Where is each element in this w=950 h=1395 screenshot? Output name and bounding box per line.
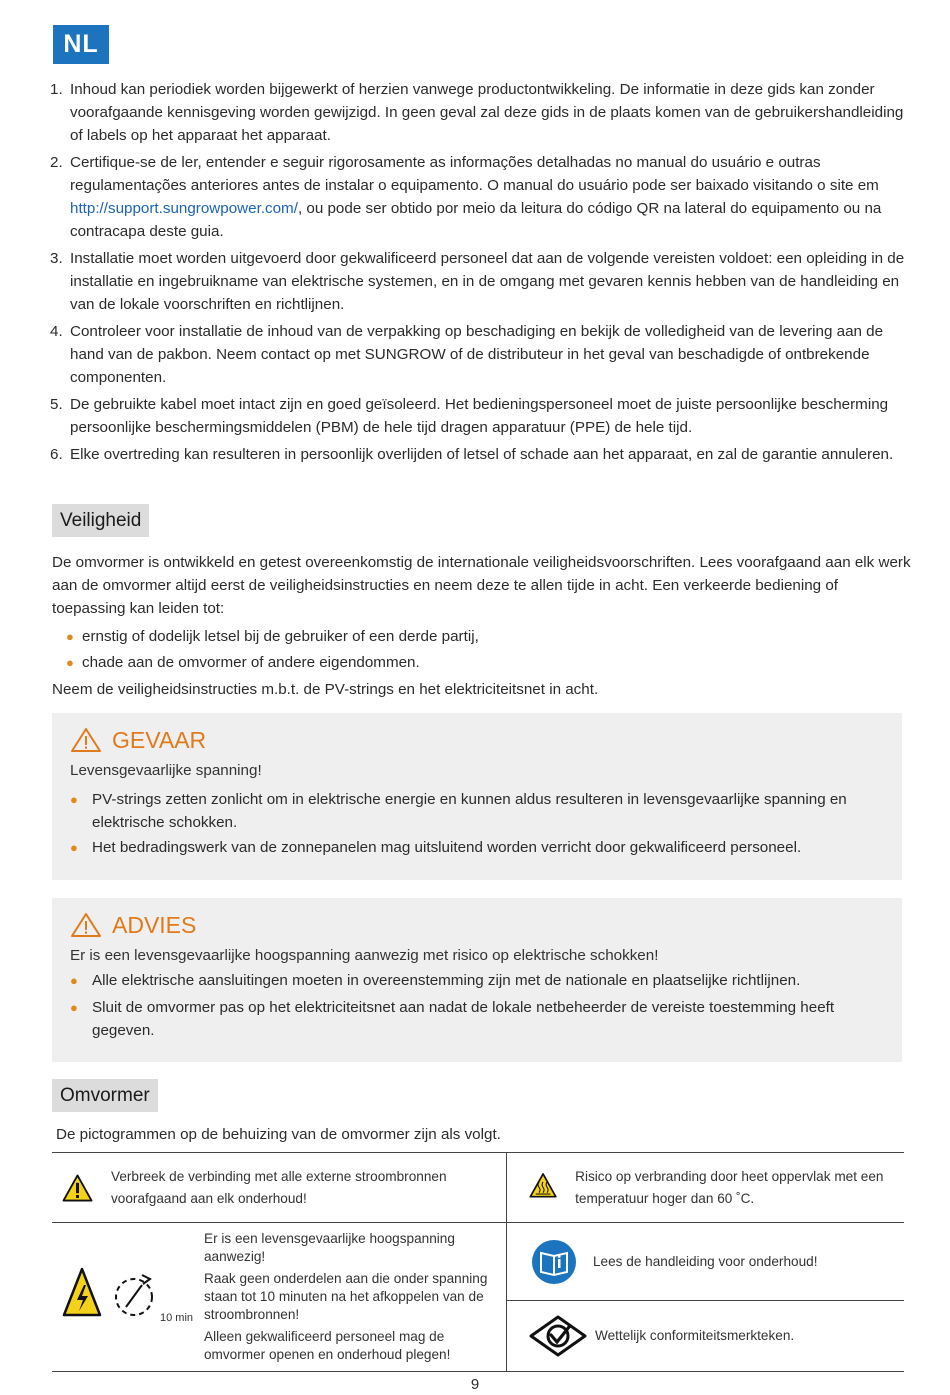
- list-item: 3. Installatie moet worden uitgevoerd door gekwalificeerd personeel dat aan de volgende vereisten voldoet: een opleiding in de installatie en ingebruikname van elektrische systemen, en in de omgang met gevaren kennis hebben van de handleiding en van de lokale voorschriften en richtlijnen.: [50, 250, 905, 313]
- safety-note: Neem de veiligheidsinstructies m.b.t. de PV-strings en het elektriciteitsnet in acht.: [52, 681, 599, 698]
- list-item: 2. Certifique-se de ler, entender e seguir rigorosamente as informações detalhadas no manual do usuário e outras regulamentações anteriores antes de instalar o equipamento. O manual do usuário pode ser baixado visitando o site em http://support.sungrowpower.com/, ou pode ser obtido por meio da leitura do código QR na lateral do equipamento ou na contracapa deste guia.: [50, 154, 882, 240]
- timer-label: 10 min: [160, 1312, 194, 1324]
- list-item: ● ernstig of dodelijk letsel bij de gebruiker of een derde partij,: [66, 624, 906, 650]
- list-item: 1. Inhoud kan periodiek worden bijgewerkt of herzien vanwege productontwikkeling. De informatie in deze gids kan zonder voorafgaande kennisgeving worden gewijzigd. In geen geval zal deze gids in de plaats komen van de gebruikershandleiding of labels op het apparaat het apparaat.: [50, 81, 904, 144]
- warning-triangle-icon: [70, 727, 102, 753]
- high-voltage-icon: [62, 1267, 102, 1319]
- intro-list: [50, 78, 910, 470]
- danger-subtitle: Levensgevaarlijke spanning!: [70, 762, 262, 779]
- safety-intro: De omvormer is ontwikkeld en getest overeenkomstig de internationale veiligheidsvoorschriften. Lees voorafgaand aan elk werk aan de omvormer altijd eerst de veiligheidsinstructies en neem deze te allen tijde in acht. Een verkeerde bediening of toepassing kan leiden tot:: [52, 554, 911, 617]
- bullet-icon: ●: [66, 629, 74, 644]
- table-row: 10 min Er is een levensgevaarlijke hoogspanning aanwezig! Raak geen onderdelen aan die onder spanning staan tot 10 minuten na het afkoppelen van de stroombronnen! Alleen gekwalificeerd personeel mag de omvormer openen en onderhoud plegen! Lees de handleiding voor onderhoud! Wettelijk conformiteitsmerkteken.: [52, 1223, 904, 1371]
- support-link[interactable]: http://support.sungrowpower.com/: [70, 200, 298, 217]
- hot-surface-icon: [529, 1165, 557, 1211]
- advice-subtitle: Er is een levensgevaarlijke hoogspanning aanwezig met risico op elektrische schokken!: [70, 947, 659, 964]
- list-item: ● PV-strings zetten zonlicht om in elektrische energie en kunnen aldus resulteren in levensgevaarlijke spanning en elektrische schokken.: [70, 788, 884, 834]
- read-manual-icon: [531, 1239, 577, 1285]
- inverter-intro: De pictogrammen op de behuizing van de omvormer zijn als volgt.: [56, 1126, 501, 1143]
- advice-title: ADVIES: [112, 911, 197, 938]
- list-item: ● Het bedradingswerk van de zonnepanelen mag uitsluitend worden verricht door gekwalificeerd personeel.: [70, 836, 884, 859]
- list-item: 6. Elke overtreding kan resulteren in persoonlijk overlijden of letsel of schade aan het apparaat, en zal de garantie annuleren.: [50, 446, 894, 463]
- bullet-icon: ●: [70, 792, 78, 807]
- warning-triangle-icon: [70, 912, 102, 938]
- safety-heading: Veiligheid: [52, 504, 149, 537]
- general-warning-icon: [62, 1169, 93, 1207]
- language-badge: NL: [53, 25, 109, 64]
- bullet-icon: ●: [70, 973, 78, 988]
- advice-callout: [52, 898, 902, 1062]
- list-item: ● chade aan de omvormer of andere eigendommen.: [66, 650, 906, 676]
- page-number: 9: [470, 1376, 480, 1393]
- timer-icon: [112, 1269, 160, 1321]
- list-item: ● Alle elektrische aansluitingen moeten in overeenstemming zijn met de nationale en plaatselijke richtlijnen.: [70, 969, 884, 992]
- bullet-icon: ●: [66, 655, 74, 670]
- list-item: 5. De gebruikte kabel moet intact zijn en goed geïsoleerd. Het bedieningspersoneel moet de juiste persoonlijke bescherming persoonlijke beschermingsmiddelen (PBM) de hele tijd dragen apparatuur (PPE) de hele tijd.: [50, 396, 889, 436]
- danger-callout: [52, 713, 902, 880]
- rcm-compliance-icon: [529, 1315, 587, 1357]
- list-item: 4. Controleer voor installatie de inhoud van de verpakking op beschadiging en bekijk de volledigheid van de levering aan de hand van de pakbon. Neem contact op met SUNGROW of de distributeur in het geval van beschadigde of ontbrekende componenten.: [50, 323, 884, 386]
- safety-bullets: [66, 624, 906, 676]
- inverter-heading: Omvormer: [52, 1079, 158, 1112]
- bullet-icon: ●: [70, 840, 78, 855]
- list-item: ● Sluit de omvormer pas op het elektriciteitsnet aan nadat de lokale netbeheerder de vereiste toestemming heeft gegeven.: [70, 996, 884, 1042]
- bullet-icon: ●: [70, 1000, 78, 1015]
- pictogram-table: [52, 1152, 904, 1372]
- table-row: Verbreek de verbinding met alle externe stroombronnen voorafgaand aan elk onderhoud! Risico op verbranding door heet oppervlak met een temperatuur hoger dan 60 ˚C.: [52, 1153, 904, 1223]
- danger-title: GEVAAR: [112, 726, 207, 753]
